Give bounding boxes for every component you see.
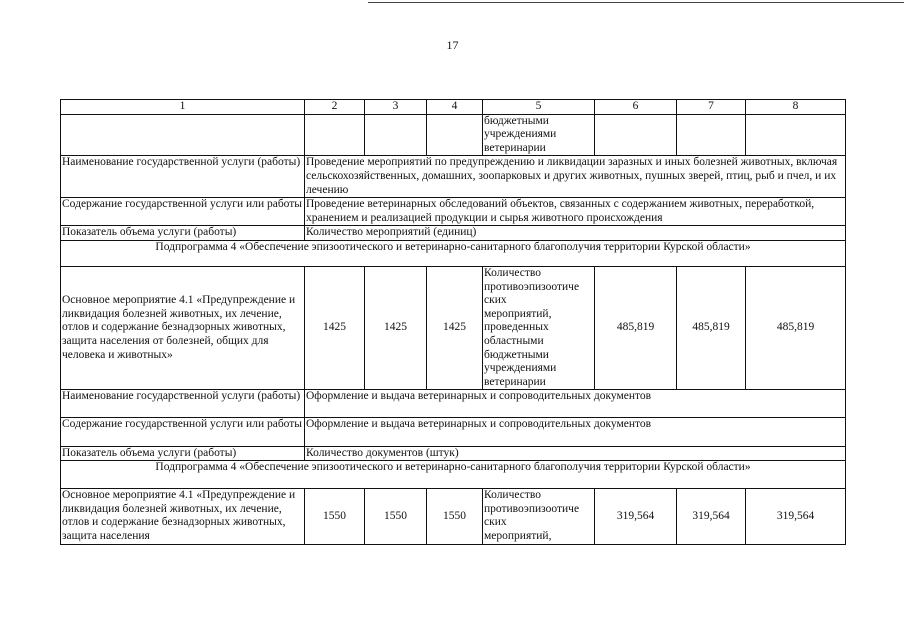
service-volume-label: Показатель объема услуги (работы) bbox=[61, 446, 305, 461]
measure-col3: 1425 bbox=[365, 266, 427, 389]
service-name-label: Наименование государственной услуги (работы) bbox=[61, 156, 305, 198]
service-volume-value: Количество мероприятий (единиц) bbox=[305, 226, 846, 241]
service-table bbox=[60, 99, 846, 545]
measure-col2: 1550 bbox=[305, 489, 365, 544]
indicator-cell: Количество противоэпизоотиче ских мероприятий, проведенных областными бюджетными учреждениями ветеринарии bbox=[483, 266, 595, 389]
empty-cell bbox=[427, 114, 483, 156]
measure-col8: 485,819 bbox=[746, 266, 846, 389]
service-content-label: Содержание государственной услуги или работы bbox=[61, 198, 305, 226]
blank-line bbox=[306, 432, 844, 446]
measure-col6: 485,819 bbox=[595, 266, 677, 389]
empty-cell bbox=[365, 114, 427, 156]
measure-col6: 319,564 bbox=[595, 489, 677, 544]
header-cell: 4 bbox=[427, 100, 483, 115]
measure-col7: 319,564 bbox=[677, 489, 746, 544]
empty-cell bbox=[61, 114, 305, 156]
subprogram-row bbox=[61, 240, 846, 266]
empty-cell bbox=[595, 114, 677, 156]
service-name-row bbox=[61, 156, 846, 198]
service-name-row bbox=[61, 390, 846, 418]
subprogram-title: Подпрограмма 4 «Обеспечение эпизоотического и ветеринарно-санитарного благополучия территории Курской области» bbox=[61, 461, 846, 489]
blank-line bbox=[306, 404, 844, 418]
service-content-label: Содержание государственной услуги или работы bbox=[61, 418, 305, 446]
service-volume-row bbox=[61, 446, 846, 461]
service-volume-label: Показатель объема услуги (работы) bbox=[61, 226, 305, 241]
header-cell: 2 bbox=[305, 100, 365, 115]
measure-title: Основное мероприятие 4.1 «Предупреждение и ликвидация болезней животных, их лечение, отлов и содержание безнадзорных животных, защита населения bbox=[61, 489, 305, 544]
service-name-value: Оформление и выдача ветеринарных и сопроводительных документов bbox=[305, 390, 846, 418]
service-name-label: Наименование государственной услуги (работы) bbox=[61, 390, 305, 418]
measure-col4: 1550 bbox=[427, 489, 483, 544]
page-number: 17 bbox=[446, 38, 459, 52]
service-content-value: Проведение ветеринарных обследований объектов, связанных с содержанием животных, переработкой, хранением и реализацией продукции и сырья животного происхождения bbox=[305, 198, 846, 226]
service-content-row bbox=[61, 418, 846, 446]
continuation-row bbox=[61, 114, 846, 156]
header-cell: 7 bbox=[677, 100, 746, 115]
service-content-value: Оформление и выдача ветеринарных и сопроводительных документов bbox=[305, 418, 846, 446]
measure-row bbox=[61, 266, 846, 389]
empty-cell bbox=[677, 114, 746, 156]
header-cell: 3 bbox=[365, 100, 427, 115]
measure-col4: 1425 bbox=[427, 266, 483, 389]
measure-title: Основное мероприятие 4.1 «Предупреждение и ликвидация болезней животных, их лечение, отлов и содержание безнадзорных животных, защита населения от болезней, общих для человека и животных» bbox=[61, 266, 305, 389]
measure-row bbox=[61, 489, 846, 544]
measure-col3: 1550 bbox=[365, 489, 427, 544]
header-cell: 6 bbox=[595, 100, 677, 115]
top-rule bbox=[368, 2, 904, 3]
measure-col2: 1425 bbox=[305, 266, 365, 389]
header-cell: 8 bbox=[746, 100, 846, 115]
table-header-row bbox=[61, 100, 846, 115]
service-volume-value: Количество документов (штук) bbox=[305, 446, 846, 461]
service-volume-row bbox=[61, 226, 846, 241]
empty-cell bbox=[746, 114, 846, 156]
header-cell: 5 bbox=[483, 100, 595, 115]
subprogram-row bbox=[61, 461, 846, 489]
header-cell: 1 bbox=[61, 100, 305, 115]
measure-col8: 319,564 bbox=[746, 489, 846, 544]
empty-cell bbox=[305, 114, 365, 156]
indicator-cell: Количество противоэпизоотиче ских мероприятий, bbox=[483, 489, 595, 544]
measure-col7: 485,819 bbox=[677, 266, 746, 389]
service-name-value: Проведение мероприятий по предупреждению и ликвидации заразных и иных болезней животных, включая сельскохозяйственных, домашних, зоопарковых и других животных, пушных зверей, птиц, рыб и пчел, и их лечению bbox=[305, 156, 846, 198]
service-content-row bbox=[61, 198, 846, 226]
subprogram-title: Подпрограмма 4 «Обеспечение эпизоотического и ветеринарно-санитарного благополучия территории Курской области» bbox=[61, 240, 846, 266]
indicator-cell: бюджетными учреждениями ветеринарии bbox=[483, 114, 595, 156]
